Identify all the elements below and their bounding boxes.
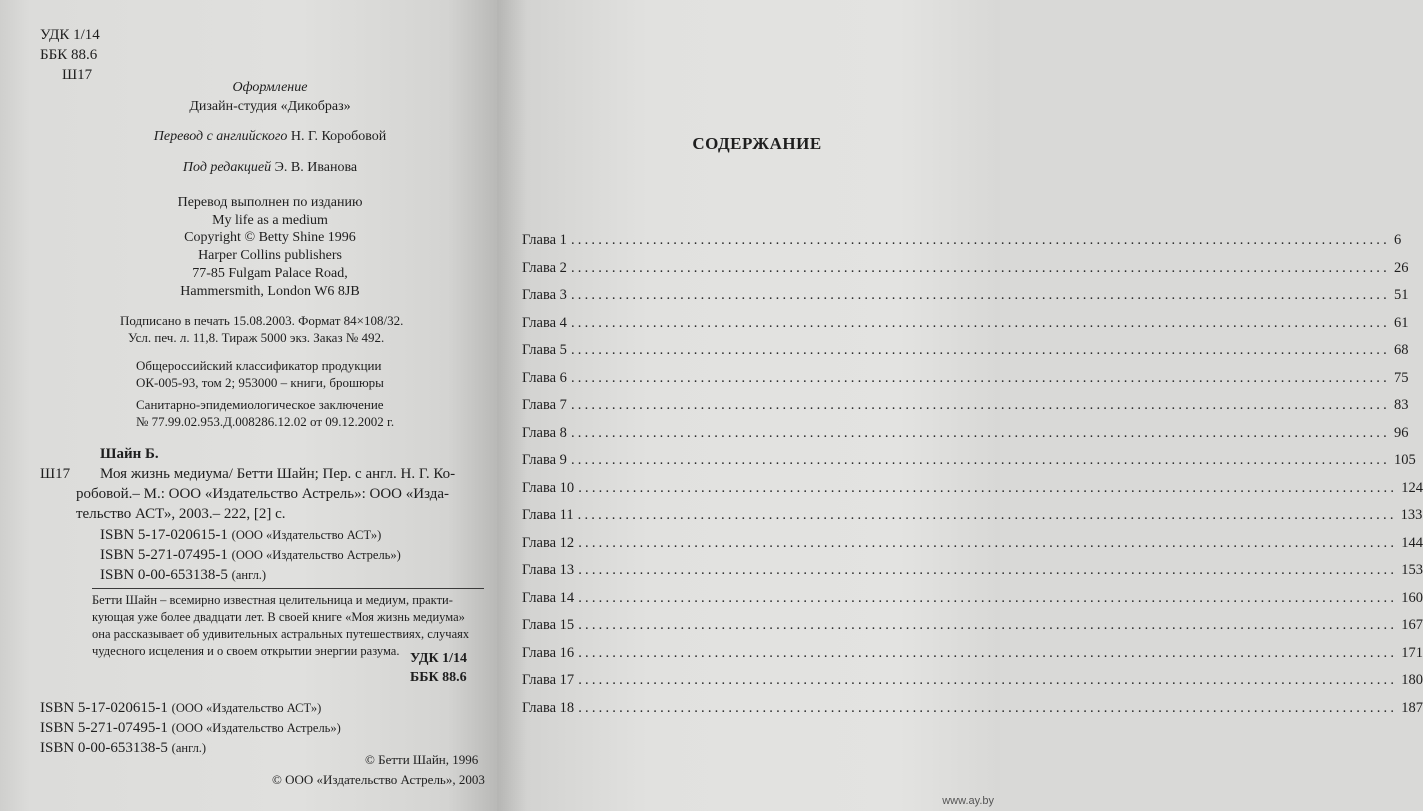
toc-leader-dots: ........................................................................................................................ [570, 314, 1390, 331]
edition-line-2: My life as a medium [212, 213, 328, 228]
toc-page-number: 187 [1401, 699, 1423, 716]
imprint-page [0, 0, 497, 811]
isbn-number: ISBN 0-00-653138-5 [100, 567, 228, 583]
toc-page-number: 26 [1393, 259, 1409, 276]
toc-chapter-label: Глава 14 [522, 589, 575, 606]
translation-credit [60, 129, 480, 145]
udk-code-bottom: УДК 1/14 [410, 651, 468, 666]
toc-row [522, 562, 1423, 590]
toc-leader-dots: ........................................................................................................................ [578, 644, 1398, 661]
editor-name: Э. В. Иванова [274, 160, 358, 175]
copyright-author: © Бетти Шайн, 1996 [365, 752, 479, 767]
toc-chapter-label: Глава 10 [522, 479, 575, 496]
toc-page-number: 167 [1401, 617, 1423, 633]
toc-row [522, 534, 1423, 563]
toc-row [522, 314, 1409, 343]
toc-row [522, 589, 1423, 618]
editor-credit [60, 160, 480, 176]
description-line-4: чудесного исцеления и о своем открытии энергии разума. [92, 644, 400, 658]
isbn-publisher: (ООО «Издательство Астрель») [231, 548, 401, 562]
toc-row [522, 397, 1409, 425]
toc-row [522, 479, 1423, 508]
toc-page-number: 75 [1393, 369, 1409, 386]
bbk-code-top: ББК 88.6 [40, 47, 98, 63]
toc-leader-dots: ........................................................................................................................ [570, 397, 1390, 413]
toc-page-number: 96 [1393, 424, 1409, 441]
toc-leader-dots: ........................................................................................................................ [570, 232, 1390, 248]
toc-page-number: 51 [1393, 287, 1409, 303]
toc-chapter-label: Глава 9 [522, 452, 567, 468]
toc-row [522, 342, 1409, 370]
book-description [92, 592, 469, 660]
toc-row [522, 452, 1416, 480]
toc-row [522, 507, 1423, 535]
toc-page-number: 83 [1393, 397, 1409, 413]
toc-chapter-label: Глава 16 [522, 644, 575, 661]
toc-page-number: 61 [1393, 314, 1409, 331]
toc-row [522, 287, 1409, 315]
catalog-line-3: тельство АСТ», 2003.– 222, [2] с. [76, 506, 286, 522]
toc-page-number: 160 [1401, 589, 1423, 606]
contents-page [497, 0, 1423, 811]
toc-chapter-label: Глава 3 [522, 287, 567, 303]
isbn-number: ISBN 5-271-07495-1 [100, 547, 228, 563]
toc-chapter-label: Глава 18 [522, 699, 575, 716]
catalog-author: Шайн Б. [100, 446, 159, 462]
udk-code-top: УДК 1/14 [40, 27, 100, 43]
description-line-3: она рассказывает об удивительных астральных путешествиях, случаях [92, 627, 470, 641]
bottom-isbn-2 [40, 720, 341, 737]
toc-leader-dots: ........................................................................................................................ [570, 342, 1390, 358]
toc-leader-dots: ........................................................................................................................ [578, 672, 1398, 688]
catalog-code: Ш17 [40, 466, 71, 482]
toc-leader-dots: ........................................................................................................................ [570, 259, 1390, 276]
toc-leader-dots: ........................................................................................................................ [570, 452, 1390, 468]
toc-row [522, 617, 1423, 645]
translator-name: Н. Г. Коробовой [290, 129, 387, 144]
author-code-top: Ш17 [62, 67, 93, 83]
toc-leader-dots: ........................................................................................................................ [577, 507, 1397, 523]
isbn-publisher: (англ.) [171, 741, 207, 755]
toc-leader-dots: ........................................................................................................................ [570, 369, 1390, 386]
bbk-code-bottom: ББК 88.6 [410, 670, 467, 685]
description-line-2: кующая уже более двадцати лет. В своей книге «Моя жизнь медиума» [92, 610, 465, 624]
sanitary-line-1: Санитарно-эпидемиологическое заключение [136, 397, 384, 412]
isbn-number: ISBN 5-17-020615-1 [40, 700, 168, 716]
toc-chapter-label: Глава 2 [522, 259, 567, 276]
toc-page-number: 171 [1401, 644, 1423, 661]
isbn-publisher: (ООО «Издательство Астрель») [171, 721, 341, 735]
toc-leader-dots: ........................................................................................................................ [578, 589, 1398, 606]
toc-leader-dots: ........................................................................................................................ [578, 479, 1398, 496]
isbn-publisher: (ООО «Издательство АСТ») [171, 701, 322, 715]
isbn-number: ISBN 5-271-07495-1 [40, 720, 168, 736]
edition-line-6: Hammersmith, London W6 8JB [180, 284, 360, 299]
toc-leader-dots: ........................................................................................................................ [570, 287, 1390, 303]
toc-page-number: 153 [1401, 562, 1423, 578]
print-info-2: Усл. печ. л. 11,8. Тираж 5000 экз. Заказ № 492. [128, 330, 385, 345]
toc-row [522, 259, 1409, 288]
edition-line-1: Перевод выполнен по изданию [177, 195, 363, 210]
toc-row [522, 699, 1423, 728]
classifier-line-2: ОК-005-93, том 2; 953000 – книги, брошюры [136, 375, 384, 390]
sanitary-line-2: № 77.99.02.953.Д.008286.12.02 от 09.12.2002 г. [136, 414, 395, 429]
isbn-number: ISBN 0-00-653138-5 [40, 740, 168, 756]
translation-label: Перевод с английского [153, 129, 288, 144]
bottom-isbn-3 [40, 740, 206, 757]
toc-leader-dots: ........................................................................................................................ [578, 617, 1398, 633]
design-label: Оформление [232, 80, 308, 95]
description-line-1: Бетти Шайн – всемирно известная целительница и медиум, практи- [92, 593, 453, 607]
classifier-line-1: Общероссийский классификатор продукции [136, 358, 382, 373]
toc-page-number: 144 [1401, 534, 1423, 551]
table-of-contents [522, 232, 1423, 727]
edition-line-4: Harper Collins publishers [198, 248, 342, 263]
toc-page-number: 105 [1393, 452, 1416, 468]
toc-row [522, 369, 1409, 398]
toc-page-number: 124 [1401, 479, 1423, 496]
toc-chapter-label: Глава 5 [522, 342, 567, 358]
copyright-publisher: © ООО «Издательство Астрель», 2003 [272, 772, 485, 787]
toc-chapter-label: Глава 17 [522, 672, 575, 688]
watermark: www.ay.by [942, 795, 994, 807]
catalog-line-1: Моя жизнь медиума/ Бетти Шайн; Пер. с англ. Н. Г. Ко- [100, 466, 456, 482]
bottom-isbn-1 [40, 700, 321, 717]
toc-page-number: 133 [1400, 507, 1423, 523]
catalog-line-2: робовой.– М.: ООО «Издательство Астрель»: ООО «Изда- [76, 486, 450, 502]
toc-chapter-label: Глава 11 [522, 507, 574, 523]
editor-label: Под редакцией [182, 160, 272, 175]
toc-page-number: 6 [1393, 232, 1402, 248]
toc-row [522, 232, 1402, 260]
catalog-isbn-1 [100, 527, 381, 544]
toc-chapter-label: Глава 1 [522, 232, 567, 248]
toc-leader-dots: ........................................................................................................................ [570, 424, 1390, 441]
toc-chapter-label: Глава 8 [522, 424, 567, 441]
catalog-divider [92, 588, 484, 589]
design-studio: Дизайн-студия «Дикобраз» [189, 99, 351, 114]
catalog-isbn-3 [100, 567, 266, 584]
isbn-number: ISBN 5-17-020615-1 [100, 527, 228, 543]
toc-row [522, 644, 1423, 673]
isbn-publisher: (англ.) [231, 568, 267, 582]
isbn-publisher: (ООО «Издательство АСТ») [231, 528, 382, 542]
edition-line-5: 77-85 Fulgam Palace Road, [192, 266, 348, 281]
toc-page-number: 68 [1393, 342, 1409, 358]
toc-page-number: 180 [1401, 672, 1423, 688]
edition-line-3: Copyright © Betty Shine 1996 [184, 230, 356, 245]
toc-leader-dots: ........................................................................................................................ [578, 562, 1398, 578]
toc-chapter-label: Глава 13 [522, 562, 575, 578]
toc-chapter-label: Глава 15 [522, 617, 575, 633]
toc-row [522, 672, 1423, 700]
catalog-isbn-2 [100, 547, 401, 564]
toc-chapter-label: Глава 4 [522, 314, 567, 331]
print-info-1: Подписано в печать 15.08.2003. Формат 84×108/32. [120, 313, 404, 328]
toc-leader-dots: ........................................................................................................................ [578, 699, 1398, 716]
toc-chapter-label: Глава 7 [522, 397, 567, 413]
toc-chapter-label: Глава 12 [522, 534, 575, 551]
toc-chapter-label: Глава 6 [522, 369, 567, 386]
toc-leader-dots: ........................................................................................................................ [578, 534, 1398, 551]
contents-title: СОДЕРЖАНИЕ [692, 134, 822, 153]
toc-row [522, 424, 1409, 453]
